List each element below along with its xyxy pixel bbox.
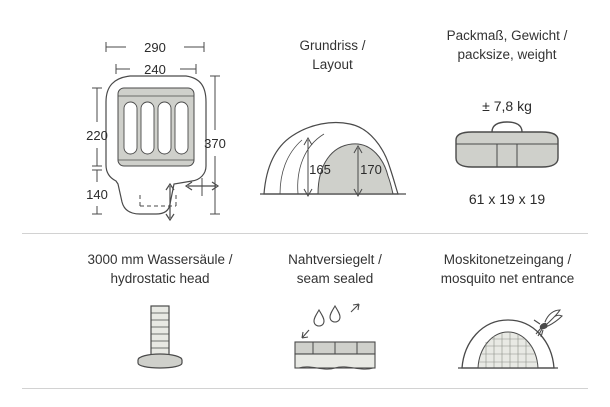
packsize-dimensions: 61 x 19 x 19 [468, 191, 546, 207]
hydrostatic-icon-wrap [60, 302, 260, 379]
layout-height-main: 170 [359, 162, 382, 177]
dim-inner-depth-value [18, 223, 19, 224]
layout-side-view [258, 90, 408, 210]
dim-inner-depth: 220 [86, 128, 108, 143]
panel-floorplan [18, 18, 248, 223]
layout-height-front: 165 [308, 162, 331, 177]
dim-inner-width-value [18, 223, 19, 224]
layout-height-main-value [255, 210, 256, 211]
packsize-title [418, 26, 596, 64]
divider-middle [22, 233, 588, 234]
seam-title-line2: seam sealed [296, 271, 374, 286]
hydrostatic-title-line1: 3000 mm Wassersäule / [87, 252, 233, 267]
dim-vestibule-depth-value [18, 223, 19, 224]
hydrostatic-title [60, 250, 260, 288]
seam-title-line1: Nahtversiegelt / [288, 252, 382, 267]
mosquito-title [415, 250, 600, 288]
mosquito-title-line1: Moskitonetzeingang / [443, 252, 572, 267]
floorplan-diagram [18, 18, 248, 223]
panel-seam-sealed [250, 250, 420, 385]
layout-title-line2: Layout [312, 57, 353, 72]
seam-title [250, 250, 420, 288]
layout-title [255, 36, 410, 74]
packsize-title-line1: Packmaß, Gewicht / [446, 28, 568, 43]
duffel-bag-icon [442, 120, 572, 176]
seam-icon-wrap [250, 302, 420, 379]
packsize-weight: ± 7,8 kg [482, 98, 532, 114]
hydrostatic-title-line2: hydrostatic head [110, 271, 210, 286]
dim-outer-depth-value [18, 223, 19, 224]
divider-bottom [22, 388, 588, 389]
dim-outer-width-value [18, 223, 19, 224]
dim-outer-depth: 370 [204, 136, 226, 151]
panel-mosquito-net [415, 250, 600, 385]
bag-icon-wrap [418, 120, 596, 181]
packsize-title-line2: packsize, weight [457, 47, 557, 62]
water-column-icon [123, 302, 197, 374]
seam-sealed-icon [289, 302, 381, 374]
layout-title-line1: Grundriss / [299, 38, 366, 53]
mosquito-net-entrance-icon [448, 302, 568, 376]
dim-vestibule-depth: 140 [86, 187, 108, 202]
panel-packsize [418, 26, 596, 226]
panel-layout [255, 36, 410, 226]
mosquito-title-line2: mosquito net entrance [440, 271, 575, 286]
mosquito-icon-wrap [415, 302, 600, 381]
dim-outer-width: 290 [144, 40, 166, 55]
layout-height-front-value [255, 210, 256, 211]
dim-inner-width: 240 [144, 62, 166, 77]
panel-hydrostatic-head [60, 250, 260, 385]
